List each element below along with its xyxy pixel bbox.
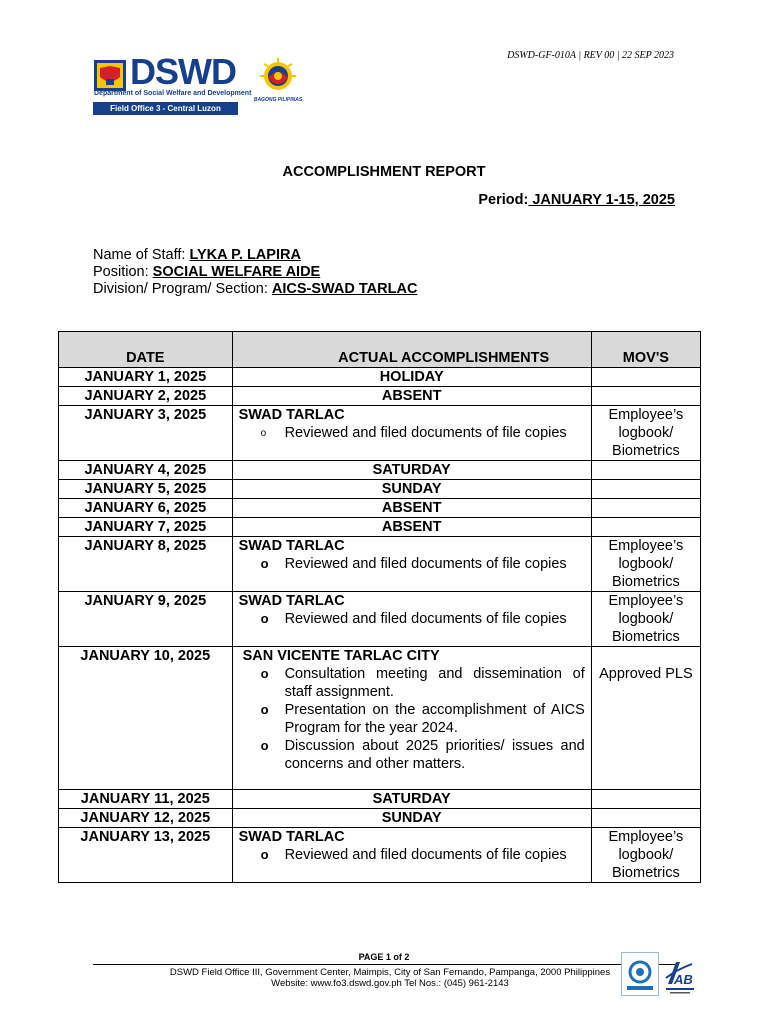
bagong-pilipinas-label: BAGONG PILIPINAS xyxy=(253,97,303,103)
table-row xyxy=(59,809,701,828)
row-mov: Approved PLS xyxy=(591,647,700,790)
staff-name-line xyxy=(93,247,417,264)
row-mov: Employee’s logbook/ Biometrics xyxy=(591,592,700,647)
row-date: JANUARY 12, 2025 xyxy=(59,809,233,828)
bullet-icon: o xyxy=(260,556,269,571)
row-accomplishments xyxy=(232,828,591,883)
bullet-icon: o xyxy=(260,847,269,862)
accomplishment-list xyxy=(239,555,585,573)
dswd-subtitle: Department of Social Welfare and Development xyxy=(94,90,252,97)
row-mov xyxy=(591,368,700,387)
item-text: Presentation on the accomplishment of AICS Program for the year 2024. xyxy=(284,702,585,736)
row-date: JANUARY 11, 2025 xyxy=(59,790,233,809)
row-mov xyxy=(591,461,700,480)
table-row xyxy=(59,647,701,790)
accomplishment-table xyxy=(58,331,701,883)
row-accomplishments xyxy=(232,406,591,461)
svg-text:AB: AB xyxy=(674,972,693,987)
report-title: ACCOMPLISHMENT REPORT xyxy=(282,164,486,180)
row-status: ABSENT xyxy=(232,499,591,518)
row-date: JANUARY 9, 2025 xyxy=(59,592,233,647)
row-status: SATURDAY xyxy=(232,790,591,809)
item-text: Discussion about 2025 priorities/ issues and concerns and other matters. xyxy=(284,738,585,772)
period-label: Period: xyxy=(478,192,529,208)
item-text: Reviewed and filed documents of file copies xyxy=(284,556,567,572)
row-mov xyxy=(591,518,700,537)
staff-division-line xyxy=(93,281,417,298)
header-movs: MOV'S xyxy=(591,332,700,368)
footer-address: DSWD Field Office III, Government Center, Maimpis, City of San Fernando, Pampanga, 2000 Philippines xyxy=(169,967,611,978)
accomplishment-list xyxy=(239,424,585,442)
document-code: DSWD-GF-010A | REV 00 | 22 SEP 2023 xyxy=(507,50,674,61)
row-accomplishments xyxy=(232,537,591,592)
table-row xyxy=(59,518,701,537)
table-row xyxy=(59,387,701,406)
dswd-logo xyxy=(93,51,252,116)
row-date: JANUARY 10, 2025 xyxy=(59,647,233,790)
staff-position-line xyxy=(93,264,417,281)
table-row xyxy=(59,368,701,387)
row-date: JANUARY 4, 2025 xyxy=(59,461,233,480)
staff-division-label: Division/ Program/ Section: xyxy=(93,281,272,297)
item-text: Reviewed and filed documents of file copies xyxy=(284,425,567,441)
page-number: PAGE 1 of 2 xyxy=(358,952,410,962)
list-item xyxy=(260,737,585,773)
item-text: Reviewed and filed documents of file copies xyxy=(284,847,567,863)
item-text: Consultation meeting and dissemination of staff assignment. xyxy=(284,666,585,700)
row-status: SUNDAY xyxy=(232,480,591,499)
row-location: SWAD TARLAC xyxy=(238,593,345,609)
bagong-pilipinas-emblem-icon xyxy=(250,54,306,98)
report-period xyxy=(478,192,675,208)
row-status: SUNDAY xyxy=(232,809,591,828)
accomplishment-list xyxy=(239,665,585,773)
footer-divider xyxy=(93,964,675,965)
accomplishment-list xyxy=(239,846,585,864)
item-text: Reviewed and filed documents of file copies xyxy=(284,611,567,627)
row-date: JANUARY 7, 2025 xyxy=(59,518,233,537)
row-mov: Employee’s logbook/ Biometrics xyxy=(591,406,700,461)
row-status: SATURDAY xyxy=(232,461,591,480)
bullet-icon: o xyxy=(260,738,269,753)
header-date: DATE xyxy=(59,332,233,368)
row-accomplishments xyxy=(232,647,591,790)
accomplishment-list xyxy=(239,610,585,628)
list-item xyxy=(260,701,585,737)
dswd-wordmark: DSWD xyxy=(130,51,236,92)
header-accomplishments: ACTUAL ACCOMPLISHMENTS xyxy=(232,332,591,368)
row-date: JANUARY 3, 2025 xyxy=(59,406,233,461)
row-accomplishments xyxy=(232,592,591,647)
row-date: JANUARY 1, 2025 xyxy=(59,368,233,387)
row-mov xyxy=(591,499,700,518)
row-location: SWAD TARLAC xyxy=(238,538,345,554)
row-date: JANUARY 6, 2025 xyxy=(59,499,233,518)
row-date: JANUARY 8, 2025 xyxy=(59,537,233,592)
dswd-emblem-icon xyxy=(94,60,126,91)
row-mov xyxy=(591,480,700,499)
list-item xyxy=(260,424,585,442)
row-location: SWAD TARLAC xyxy=(238,829,345,845)
footer-contact: Website: www.fo3.dswd.gov.ph Tel Nos.: (045) 961-2143 xyxy=(271,978,509,989)
bagong-pilipinas-logo xyxy=(250,54,306,106)
table-header-row xyxy=(59,332,701,368)
row-mov: Employee’s logbook/ Biometrics xyxy=(591,537,700,592)
staff-position-label: Position: xyxy=(93,264,153,280)
list-item xyxy=(260,846,585,864)
row-status: ABSENT xyxy=(232,518,591,537)
bullet-icon: o xyxy=(260,702,269,717)
staff-name-label: Name of Staff: xyxy=(93,247,190,263)
staff-details xyxy=(93,247,417,298)
table-row xyxy=(59,480,701,499)
row-mov xyxy=(591,809,700,828)
table-row xyxy=(59,592,701,647)
period-value: JANUARY 1-15, 2025 xyxy=(528,192,675,208)
row-location: SWAD TARLAC xyxy=(238,407,345,423)
row-date: JANUARY 5, 2025 xyxy=(59,480,233,499)
socotec-certification-icon xyxy=(621,952,659,996)
bullet-icon: o xyxy=(260,666,269,681)
bullet-icon: o xyxy=(260,611,269,626)
row-location: SAN VICENTE TARLAC CITY xyxy=(242,648,440,664)
list-item xyxy=(260,555,585,573)
pab-accreditation-icon xyxy=(662,956,698,996)
table-row xyxy=(59,828,701,883)
list-item xyxy=(260,665,585,701)
list-item xyxy=(260,610,585,628)
table-row xyxy=(59,537,701,592)
row-status: HOLIDAY xyxy=(232,368,591,387)
staff-position: SOCIAL WELFARE AIDE xyxy=(152,264,321,280)
row-date: JANUARY 13, 2025 xyxy=(59,828,233,883)
bullet-icon: o xyxy=(260,428,267,439)
row-mov: Employee’s logbook/ Biometrics xyxy=(591,828,700,883)
row-mov xyxy=(591,790,700,809)
staff-division: AICS-SWAD TARLAC xyxy=(271,281,418,297)
row-date: JANUARY 2, 2025 xyxy=(59,387,233,406)
row-mov xyxy=(591,387,700,406)
table-row xyxy=(59,461,701,480)
field-office-label: Field Office 3 - Central Luzon xyxy=(93,102,238,115)
table-row xyxy=(59,790,701,809)
table-row xyxy=(59,406,701,461)
row-status: ABSENT xyxy=(232,387,591,406)
table-row xyxy=(59,499,701,518)
staff-name: LYKA P. LAPIRA xyxy=(189,247,301,263)
